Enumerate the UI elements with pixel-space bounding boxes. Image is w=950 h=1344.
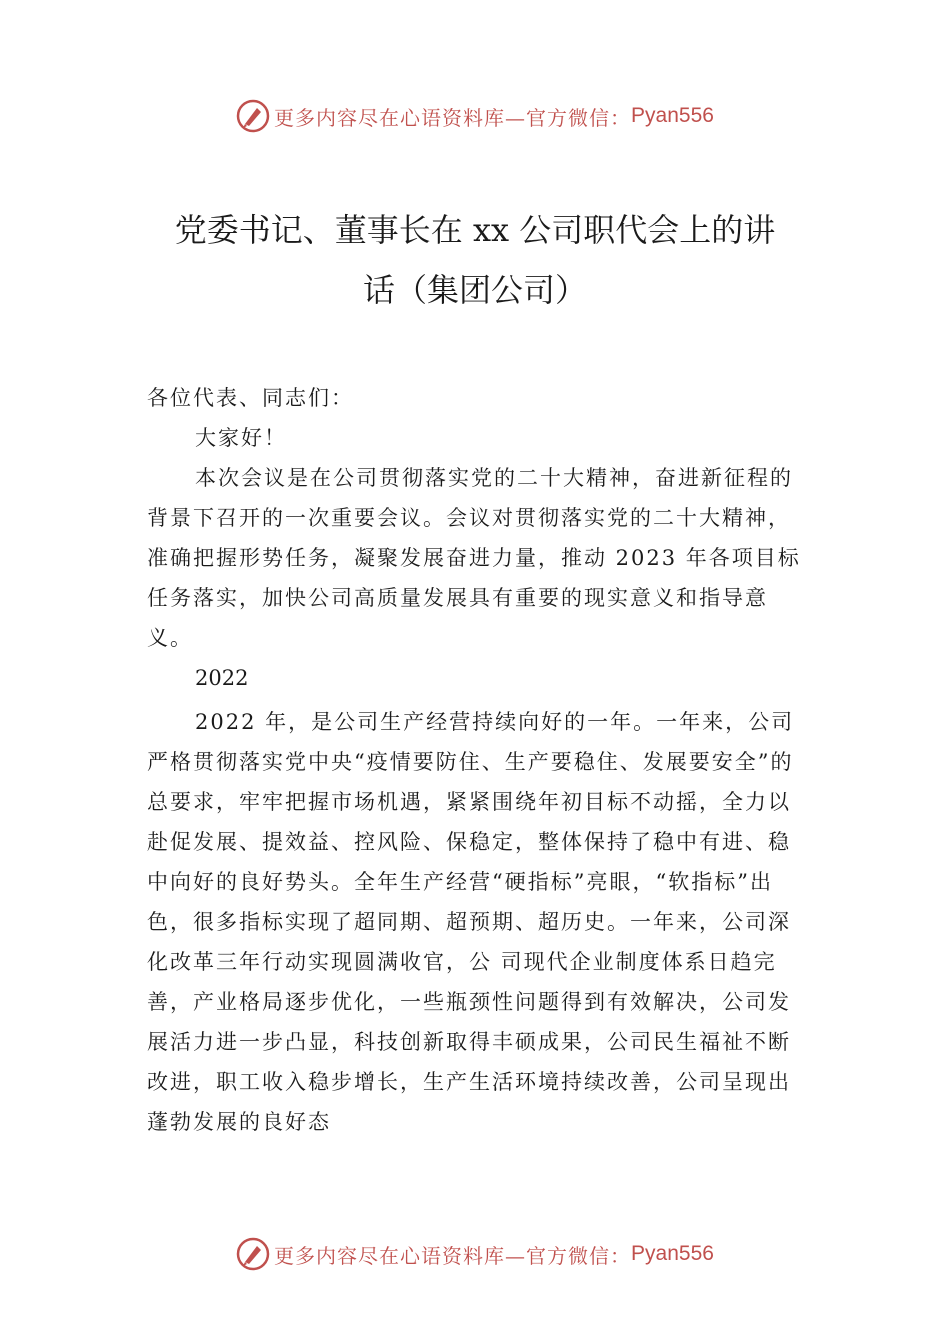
watermark-wechat-id: Pyan556 (631, 1242, 714, 1265)
document-title (120, 200, 830, 320)
greeting: 大家好！ (195, 426, 287, 450)
paragraph-intro: 本次会议是在公司贯彻落实党的二十大精神，奋进新征程的背景下召开的一次重要会议。会议对贯彻落实党的二十大精神，准确把握形势任务，凝聚发展奋进力量，推动 2023 年各项目标任务落实，加快公司高质量发展具有重要的现实意义和指导意义。 (147, 466, 801, 650)
title-line-2: 话（集团公司） (362, 271, 587, 309)
watermark-text: 更多内容尽在心语资料库—官方微信： (274, 105, 632, 130)
watermark-top (0, 96, 950, 136)
paragraph-review: 2022 年，是公司生产经营持续向好的一年。一年来，公司严格贯彻落实党中央“疫情要防住、生产要稳住、发展要安全”的总要求，牢牢把握市场机遇，紧紧围绕年初目标不动摇，全力以赴促发展、提效益、控风险、保稳定，整体保持了稳中有进、稳中向好的良好势头。全年生产经营“硬指标”亮眼，“软指标”出色，很多指标实现了超同期、超预期、超历史。一年来，公司深化改革三年行动实现圆满收官，公 司现代企业制度体系日趋完善，产业格局逐步优化，一些瓶颈性问题得到有效解决，公司发展活力进一步凸显，科技创新取得丰硕成果，公司民生福祉不断改进，职工收入稳步增长，生产生活环境持续改善，公司呈现出蓬勃发展的良好态 (147, 710, 795, 1134)
pen-logo-icon (236, 1237, 270, 1271)
watermark-wechat-id: Pyan556 (631, 104, 714, 127)
salutation: 各位代表、同志们： (147, 386, 354, 410)
watermark-text: 更多内容尽在心语资料库—官方微信： (274, 1243, 632, 1268)
section-heading-year: 2022 (195, 666, 249, 690)
title-line-1: 党委书记、董事长在 xx 公司职代会上的讲 (174, 211, 776, 249)
watermark-bottom (0, 1234, 950, 1274)
pen-logo-icon (236, 99, 270, 133)
document-body (147, 378, 812, 1142)
